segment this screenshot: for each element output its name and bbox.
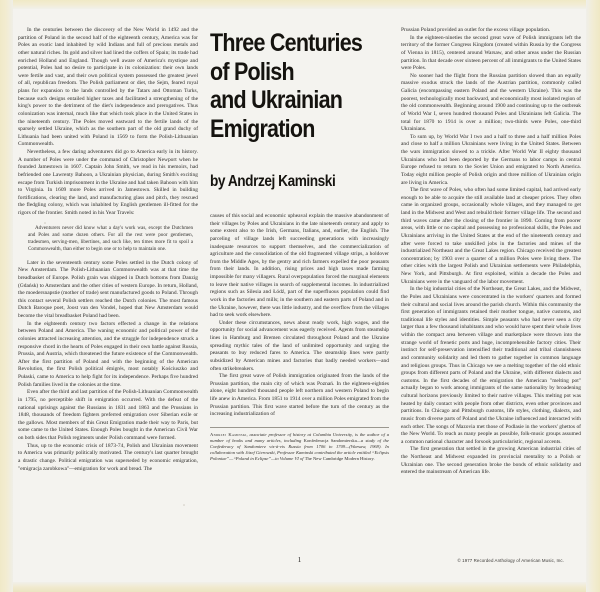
column-middle — [210, 27, 389, 557]
paragraph: The first great wave of Polish immigration originated from the lands of the Prussian partition, the main city of which was Poznań. In the eighteen-eighties alone, eight hundred thousand people left northern and western Poland to begin life anew in America. From 1851 to 1914 over a million Poles emigrated from the Prussian partition. This first wave started before the turn of the century as the increasing industrialization of — [210, 373, 389, 418]
author-bio — [210, 427, 389, 462]
author-bio-name: Andrzej Kaminski — [210, 431, 247, 437]
paragraph: Later in the seventeenth century some Poles settled in the Dutch colony of New Amsterdam. The Polish-Lithuanian Commonwealth was at that time the breadbasket of Europe. Polish grain was shipped in Dutch bottoms from Danzig (Gdańsk) to Amsterdam and the other cities of western Europe. In return, Holland, the moedersnapstie (mother of trade) sent manufactured goods to Poland. Through this contact several Polish settlers reached the Dutch colonies. The most famous Dutch Baroque poet, Joost van den Vondel, hoped that New Amsterdam would become the vital breadbasket Poland had been. — [18, 259, 198, 319]
paragraph: Under these circumstances, news about ready work, high wages, and the opportunity for social advancement was eagerly received. Agents from steamship lines in Hamburg and Bremen circulated throughout Poland and the Ukraine spreading mythic tales of the land of unlimited opportunity and urging the peasants to buy reduced fares to America. The steamship lines were partly subsidized by American mines and factories that badly needed workers—and often strikebreakers. — [210, 319, 389, 372]
paragraph: Prussian Poland provided an outlet for the excess village population. — [401, 27, 551, 33]
paragraph: The first wave of Poles, who often had some limited capital, had arrived early enough to be able to acquire the still available land at cheaper prices. They often came in organized groups, occasionally whole villages, and they managed to get land in the Midwest and West and rebuild their former village life. The second and third waves came after the closing of the frontier in 1890. Coming from poorer areas, with little or no capital and possessing no professional skills, the Poles and Ukrainians arriving in the United States at the end of the nineteenth century and after were forced to take unskilled jobs in the factories and mines of the industrialized Northeast and the Great Lakes region. Chicago received the greatest concentration; by 1903 over a quarter of a million Poles were living there. The other cities with the largest Polish and Ukrainian settlements were Philadelphia, New York, and Pittsburgh. At first exploited, within a decade the Poles and Ukrainians were in the vanguard of the labor movement. — [401, 187, 581, 285]
paragraph: In the big industrial cities of the Northeast, the Great Lakes, and the Midwest, the Poles and Ukrainians were concentrated in the workers' quarters and formed their cultural and social lives around the parish church. Within this community the first generation of immigrants retained their mother tongue, native customs, and traditional life styles and identities. Simple peasants who had never seen a city larger than a few thousand inhabitants and who would have spent their whole lives within the compact area between village and marketplace were thrown into the strange world of frenetic ports and huge, incomprehensible factory cities. Their instinct for self-preservation intensified their traditional and tribal clannishness and community solidarity and led them to gather together in common language and religious groups. Thus in Chicago we see a melting together of the old ethnic groups from different parts of Poland and the Ukraine, with different dialects and customs. In the first decades of the emigration the American "melting pot" actually began to work among immigrants of the same nationality by broadening cultural horizons previously limited to their native villages. This melting pot was heated by daily contact with people from other districts, even other provinces and partitions. In Chicago and Pittsburgh customs, life styles, clothing, dialects, and music from diverse parts of Poland and the Ukraine influenced and interacted with each other. The songs of Mazovia met those of Podlasie in the workers' ghettos of the New World. To reach as many people as possible, folk-music groups assumed a common national character and forsook particularistic, regional accents. — [401, 286, 581, 445]
title-line-2: of Polish — [210, 57, 294, 86]
page-edge-top — [0, 0, 600, 9]
author-bio-part-6: . — [373, 455, 375, 461]
paragraph: Nevertheless, a few daring adventurers did go to America early in its history. A number of Poles were under the command of Christopher Newport when he founded Jamestown in 1607. Captain John Smith, we read in his memoirs, had befriended one Lawrenty Bahoon, a Ukrainian physician, during Smith's exciting escape from Turkish imprisonment in the Ukraine and had taken Bahoon with him to Virginia. In 1609 more Poles arrived in Jamestown. Skilled in building fortifications, clearing the land, and manufacturing glass and pitch, they rescued the fledgling colony, which was inhabited by English gentlemen ill-fitted for the rigors of the frontier. Smith noted in his Year Travels: — [18, 149, 198, 216]
paragraph: In the centuries between the discovery of the New World in 1492 and the partition of Poland in the second half of the eighteenth century, America was for Poles an exotic land inhabited by wild Indians and full of precious metals and other natural riches. Its gold and silver had lined the coffers of Spain; its trade had enriched Holland and England. Though well aware of America's mystique and potential, Poles had no desire to participate in its colonization: their own lands were fertile and vast, and their own political system possessed the greatest jewel of all, republican freedom. The Polish parliament or diet, the Sejm, feared royal plans for expansion to the lands controlled by the Tatars and Ottoman Turks, because such designs entailed higher taxes and facilitated a strengthening of the king's power to the detriment of the diet's independence and prerogatives. Thus colonization was internal, much like that which took place in the United States in the nineteenth century. The Poles moved eastward to the fertile lands of the sparsely settled Ukraine, which as the southern part of the old grand duchy of Lithuania had been united with Poland in 1569 to form the Polish-Lithuanian Commonwealth. — [18, 27, 198, 148]
article-byline: by Andrzej Kaminski — [210, 173, 336, 190]
author-bio-part-2: Konfederacja Sandomierska — [303, 437, 357, 443]
column-right — [401, 27, 581, 557]
title-line-4: Emigration — [210, 114, 315, 143]
author-bio-part-3: —a study of the Confederacy of Sandomierz vis-à-vis Russia from 1706 to 1709 — [210, 437, 389, 449]
page-edge-left — [0, 0, 13, 592]
title-line-1: Three Centuries — [210, 29, 363, 57]
block-quote: Adventurers never did know what a day's work was, except the Dutchmen and Poles and some dozen others. For all the rest were poor gentlemen, tradesmen, serving-men, libertines, and such like, ten times more fit to spoil a Commonwealth, than either to begin one or to help to maintain one. — [28, 224, 193, 252]
paragraph: To sum up, by World War I two and a half to three and a half million Poles and close to half a million Ukrainians were living in the United States. Between the wars immigration slowed to a trickle. After World War II eighty thousand Ukrainians who had been deported by the Germans to labor camps in central Europe refused to return to the Soviet Union and emigrated to North America. Today eight million people of Polish origin and three million of Ukrainian origin are living in America. — [401, 133, 581, 186]
paragraph: The first generation that settled in the growing American industrial cities of the Northeast and Midwest expanded its provincial mentality to a Polish or Ukrainian one. The second generation broke the bonds of ethnic solidarity and entered the mainstream of American life. — [401, 446, 581, 476]
page-sheet — [13, 9, 586, 582]
paragraph: No sooner had the flight from the Russian partition slowed than an equally massive exodus struck the lands of the Austrian partition, commonly called Galicia (encompassing eastern Poland and the western Ukraine). This was the poorest, technologically most backward, and economically most isolated region of the old commonwealth. Beginning around 1900 and continuing up to the outbreak of World War I, seven hundred thousand Poles and Ukrainians left Galicia. The total for 1870 to 1914 is over a million; two-thirds were Poles, one-third Ukrainians. — [401, 72, 581, 133]
paragraph: In the eighteen-nineties the second great wave of Polish immigrants left the territory of the former Congress Kingdom (created within Russia by the Congress of Vienna in 1815), centered around Warsaw, and other areas under the Russian partition. In that decade over sixteen percent of all immigrants to the United States were Poles. — [401, 34, 581, 72]
page-edge-right — [586, 0, 600, 592]
article-title — [210, 27, 389, 191]
middle-column-body — [210, 213, 389, 419]
copyright-notice: © 1977 Recorded Anthology of American Music, Inc. — [457, 558, 564, 563]
paragraph: causes of this social and economic upheaval explain the massive abandonment of their villages by Poles and Ukrainians in the late nineteenth century and apply to some extent also to the Irish, Germans, Italians, and, earlier, the English. The parceling of village lands left succeeding generations with increasingly inadequate resources to support themselves, and the commercialization of agriculture and the consolidation of the old fragmented village strips, a holdover from the Middle Ages, by the gentry and rich farmers expelled the poor peasants from their lands. In addition, rising prices and high taxes made farming impossible for many villagers. Rural overpopulation forced the marginal elements to leave their native villages in search of supplemental incomes. In industrialized regions such as Silesia and Łódź, part of the superfluous population could find work in the factories and mills; in the southern and eastern parts of Poland and in the Ukraine, however, there was little industry, and the overflow from the villages had to seek work elsewhere. — [210, 213, 389, 319]
title-line-3: and Ukrainian — [210, 86, 343, 114]
page-edge-bottom — [0, 582, 600, 592]
paragraph: Thus, up to the economic crisis of 1873-74, Polish and Ukrainian movement to America was primarily politically motivated. The century's last quarter brought a drastic change. Political emigration was superseded by economic emigration, "emigracja zarobkowa"—emigration for work and bread. The — [18, 442, 198, 472]
column-left — [18, 27, 198, 557]
page-number: 1 — [297, 555, 302, 564]
author-bio-part-5: The New Cambridge Modern History — [304, 455, 374, 461]
paragraph: In the eighteenth century two factors effected a change in the relations between Poland and America. The waning economic and political power of the colonies attracted increasing attention, and the struggle for independence struck a responsive chord in the hearts of Poles engaged in their own battle against Russia, Prussia, and Austria, which threatened the future existence of the Commonwealth. After the first partition of Poland and with the beginning of the American Revolution, the first Polish political émigrés, most notably Kościuszko and Pułaski, came to America to help fight for its independence. Perhaps five hundred Polish families lived in the colonies at the time. — [18, 320, 198, 388]
article-columns — [18, 27, 581, 557]
author-bio-part-4: —(Warsaw, 1969). In collaboration with Józef Gierowski, Professor Kaminski contributed the article entitled “Eclipsis Poloniae”—“Poland in Eclipse”—to Volume VI of — [210, 443, 389, 461]
paragraph: Even after the third and last partition of the Polish-Lithuanian Commonwealth in 1795, no perceptible shift in emigration occurred. With the defeat of the national uprisings against the Russians in 1831 and 1863 and the Prussians in 1848, thousands of freedom fighters preferred emigration over Siberian exile or the gallows. Most members of this Great Emigration made their way to Paris, but some came to the United States. Enough Poles bought in the American Civil War on both sides that Polish regiments under Polish command were formed. — [18, 389, 198, 441]
author-bio-part-1: , associate professor of history at Columbia University, is the author of a number of books and many articles, including — [210, 431, 389, 443]
